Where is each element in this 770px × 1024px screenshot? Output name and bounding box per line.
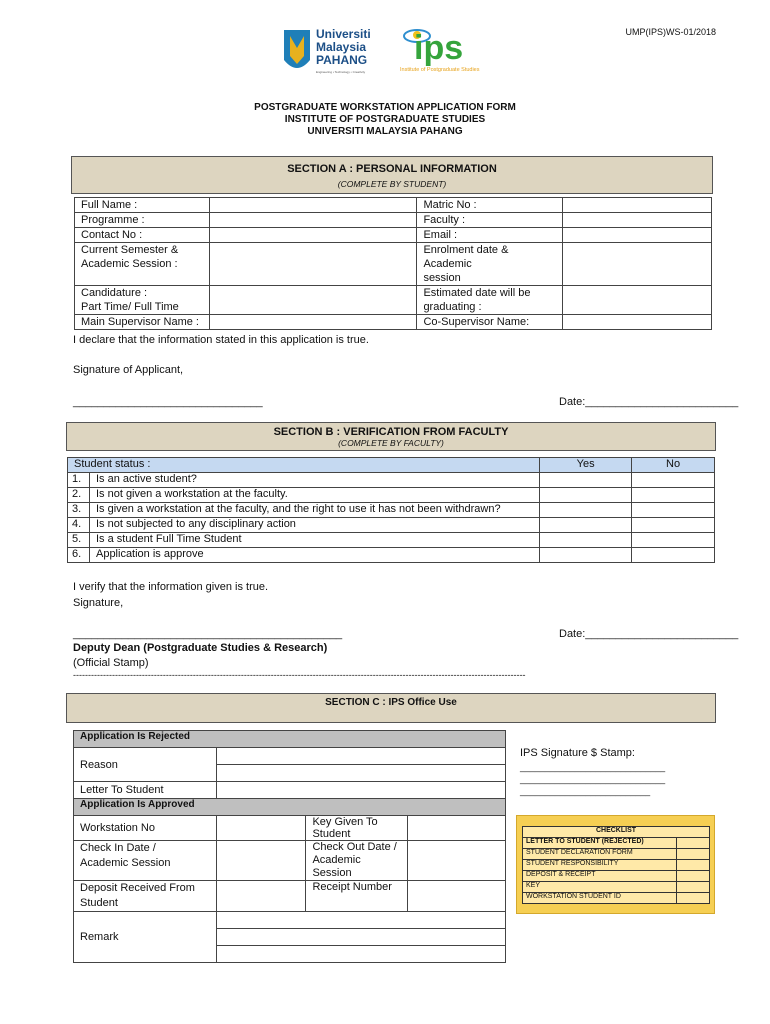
ump-name-line3: PAHANG bbox=[316, 53, 368, 67]
student-status-table bbox=[67, 457, 715, 563]
status-question: Is given a workstation at the faculty, and the right to use it has not been withdrawn? bbox=[89, 503, 539, 518]
status-number: 6. bbox=[68, 548, 90, 563]
check-out-label: Check Out Date / Academic Session bbox=[306, 841, 408, 881]
section-c-title: SECTION C : IPS Office Use bbox=[325, 697, 457, 708]
key-given-field[interactable] bbox=[408, 816, 506, 841]
status-question: Is a student Full Time Student bbox=[89, 533, 539, 548]
ips-signature-line-1[interactable]: _____________________________ bbox=[520, 762, 666, 772]
status-no-cell[interactable] bbox=[632, 473, 715, 488]
checklist-item-label: STUDENT DECLARATION FORM bbox=[523, 849, 677, 860]
institute-title: INSTITUTE OF POSTGRADUATE STUDIES bbox=[284, 114, 486, 125]
remark-field-1[interactable] bbox=[216, 912, 505, 929]
ump-tagline: Engineering • Technology • Creativity bbox=[316, 70, 366, 74]
status-yes-cell[interactable] bbox=[540, 518, 632, 533]
status-number: 3. bbox=[68, 503, 90, 518]
personal-field-label: Estimated date will be graduating : bbox=[417, 286, 563, 315]
personal-field-input[interactable] bbox=[209, 315, 417, 330]
ips-signature-label: IPS Signature $ Stamp: bbox=[520, 747, 635, 759]
checklist-item bbox=[523, 849, 710, 860]
personal-field-input[interactable] bbox=[209, 243, 417, 286]
personal-info-table bbox=[74, 197, 712, 330]
personal-field-label: Candidature : Part Time/ Full Time bbox=[75, 286, 210, 315]
personal-info-row bbox=[75, 286, 712, 315]
no-column-header: No bbox=[632, 458, 715, 473]
cut-line: ------------------------------------------------------------------------------------------------------------------------------------------------------- bbox=[73, 670, 526, 680]
check-out-field[interactable] bbox=[408, 841, 506, 881]
personal-field-input[interactable] bbox=[563, 198, 712, 213]
section-a-title: SECTION A : PERSONAL INFORMATION bbox=[287, 163, 497, 175]
status-no-cell[interactable] bbox=[632, 503, 715, 518]
workstation-no-label: Workstation No bbox=[74, 816, 217, 841]
personal-field-label: Email : bbox=[417, 228, 563, 243]
faculty-signature-line[interactable]: ____________________________________________ bbox=[73, 628, 343, 640]
reason-label: Reason bbox=[74, 748, 217, 782]
faculty-signature-label: Signature, bbox=[73, 597, 124, 609]
yes-column-header: Yes bbox=[540, 458, 632, 473]
checklist-title: CHECKLIST bbox=[523, 827, 710, 838]
checklist-checkbox[interactable] bbox=[677, 838, 710, 849]
personal-field-label: Current Semester & Academic Session : bbox=[75, 243, 210, 286]
check-in-label: Check In Date / Academic Session bbox=[74, 841, 217, 881]
remark-field-2[interactable] bbox=[216, 929, 505, 946]
ump-name-line1: Universiti bbox=[316, 27, 371, 41]
personal-info-row bbox=[75, 315, 712, 330]
personal-field-input[interactable] bbox=[209, 213, 417, 228]
ump-logo bbox=[282, 24, 382, 80]
personal-field-label: Matric No : bbox=[417, 198, 563, 213]
applicant-date-field[interactable]: Date:_________________________ bbox=[559, 396, 739, 408]
status-row bbox=[68, 533, 715, 548]
key-given-label: Key Given To Student bbox=[306, 816, 408, 841]
receipt-number-field[interactable] bbox=[408, 881, 506, 912]
student-status-label: Student status : bbox=[68, 458, 540, 473]
status-no-cell[interactable] bbox=[632, 518, 715, 533]
status-yes-cell[interactable] bbox=[540, 473, 632, 488]
ump-shield-icon bbox=[282, 28, 312, 78]
document-code: UMP(IPS)WS-01/2018 bbox=[625, 27, 716, 37]
personal-field-input[interactable] bbox=[563, 213, 712, 228]
checklist-checkbox[interactable] bbox=[677, 893, 710, 904]
status-question: Application is approve bbox=[89, 548, 539, 563]
personal-info-row bbox=[75, 243, 712, 286]
faculty-verification: I verify that the information given is true. bbox=[73, 581, 269, 593]
status-no-cell[interactable] bbox=[632, 533, 715, 548]
status-row bbox=[68, 503, 715, 518]
personal-info-row bbox=[75, 228, 712, 243]
personal-field-input[interactable] bbox=[209, 198, 417, 213]
ips-signature-line-2[interactable]: _____________________________ bbox=[520, 774, 666, 784]
checklist-item-label: DEPOSIT & RECEIPT bbox=[523, 871, 677, 882]
status-row bbox=[68, 473, 715, 488]
status-no-cell[interactable] bbox=[632, 548, 715, 563]
status-question: Is an active student? bbox=[89, 473, 539, 488]
reason-field-2[interactable] bbox=[216, 765, 505, 782]
letter-to-student-label: Letter To Student bbox=[74, 782, 217, 799]
status-question: Is not given a workstation at the faculty. bbox=[89, 488, 539, 503]
deputy-dean-label: Deputy Dean (Postgraduate Studies & Research) bbox=[73, 642, 328, 654]
status-number: 5. bbox=[68, 533, 90, 548]
checklist-item-label: STUDENT RESPONSIBILITY bbox=[523, 860, 677, 871]
application-approved-header: Application Is Approved bbox=[74, 799, 506, 816]
status-yes-cell[interactable] bbox=[540, 548, 632, 563]
letter-to-student-field[interactable] bbox=[216, 782, 505, 799]
personal-field-input[interactable] bbox=[209, 228, 417, 243]
status-yes-cell[interactable] bbox=[540, 533, 632, 548]
section-b-subtitle: (COMPLETE BY FACULTY) bbox=[338, 438, 444, 448]
workstation-no-field[interactable] bbox=[216, 816, 306, 841]
personal-field-label: Faculty : bbox=[417, 213, 563, 228]
personal-field-label: Contact No : bbox=[75, 228, 210, 243]
checklist-item bbox=[523, 860, 710, 871]
personal-field-input[interactable] bbox=[563, 315, 712, 330]
checklist-item-label: WORKSTATION STUDENT ID bbox=[523, 893, 677, 904]
official-stamp-label: (Official Stamp) bbox=[73, 657, 149, 669]
status-yes-cell[interactable] bbox=[540, 488, 632, 503]
section-a-header bbox=[71, 156, 713, 194]
checklist-item bbox=[523, 893, 710, 904]
status-number: 2. bbox=[68, 488, 90, 503]
personal-field-label: Programme : bbox=[75, 213, 210, 228]
personal-field-label: Main Supervisor Name : bbox=[75, 315, 210, 330]
checklist-checkbox[interactable] bbox=[677, 871, 710, 882]
applicant-declaration: I declare that the information stated in this application is true. bbox=[73, 334, 369, 346]
status-yes-cell[interactable] bbox=[540, 503, 632, 518]
reason-field-1[interactable] bbox=[216, 748, 505, 765]
receipt-number-label: Receipt Number bbox=[306, 881, 408, 912]
ump-name-line2: Malaysia bbox=[316, 40, 367, 54]
office-use-table bbox=[73, 730, 506, 963]
section-b-title: SECTION B : VERIFICATION FROM FACULTY bbox=[273, 426, 509, 438]
checklist-checkbox[interactable] bbox=[677, 860, 710, 871]
ips-signature-line-3[interactable]: __________________________ bbox=[520, 786, 651, 796]
personal-info-row bbox=[75, 213, 712, 228]
checklist-box bbox=[516, 815, 715, 914]
checklist-item-label: LETTER TO STUDENT (REJECTED) bbox=[523, 838, 677, 849]
remark-label: Remark bbox=[74, 912, 217, 963]
checklist-item-label: KEY bbox=[523, 882, 677, 893]
status-row bbox=[68, 548, 715, 563]
section-b-header bbox=[66, 422, 716, 451]
personal-field-label: Enrolment date & Academic session bbox=[417, 243, 563, 286]
check-in-field[interactable] bbox=[216, 841, 306, 881]
status-number: 4. bbox=[68, 518, 90, 533]
personal-info-row bbox=[75, 198, 712, 213]
checklist-item bbox=[523, 882, 710, 893]
checklist-item bbox=[523, 838, 710, 849]
ips-tagline: Institute of Postgraduate Studies bbox=[400, 67, 480, 73]
applicant-signature-line[interactable]: _______________________________ bbox=[73, 396, 263, 408]
application-rejected-header: Application Is Rejected bbox=[74, 731, 506, 748]
university-title: UNIVERSITI MALAYSIA PAHANG bbox=[307, 126, 463, 137]
form-title: POSTGRADUATE WORKSTATION APPLICATION FORM bbox=[254, 102, 516, 113]
ips-logo bbox=[400, 26, 485, 78]
ips-wordmark: ips bbox=[414, 29, 464, 67]
status-no-cell[interactable] bbox=[632, 488, 715, 503]
personal-field-input[interactable] bbox=[563, 286, 712, 315]
personal-field-label: Co-Supervisor Name: bbox=[417, 315, 563, 330]
personal-field-input[interactable] bbox=[209, 286, 417, 315]
applicant-signature-label: Signature of Applicant, bbox=[73, 364, 184, 376]
personal-field-label: Full Name : bbox=[75, 198, 210, 213]
deposit-field[interactable] bbox=[216, 881, 306, 912]
section-c-header bbox=[66, 693, 716, 723]
status-row bbox=[68, 488, 715, 503]
status-number: 1. bbox=[68, 473, 90, 488]
remark-field-3[interactable] bbox=[216, 946, 505, 963]
status-question: Is not subjected to any disciplinary action bbox=[89, 518, 539, 533]
checklist-item bbox=[523, 871, 710, 882]
faculty-date-field[interactable]: Date:_________________________ bbox=[559, 628, 739, 640]
status-row bbox=[68, 518, 715, 533]
section-a-subtitle: (COMPLETE BY STUDENT) bbox=[337, 179, 447, 189]
personal-field-input[interactable] bbox=[563, 243, 712, 286]
checklist-checkbox[interactable] bbox=[677, 849, 710, 860]
checklist-checkbox[interactable] bbox=[677, 882, 710, 893]
deposit-label: Deposit Received From Student bbox=[74, 881, 217, 912]
personal-field-input[interactable] bbox=[563, 228, 712, 243]
